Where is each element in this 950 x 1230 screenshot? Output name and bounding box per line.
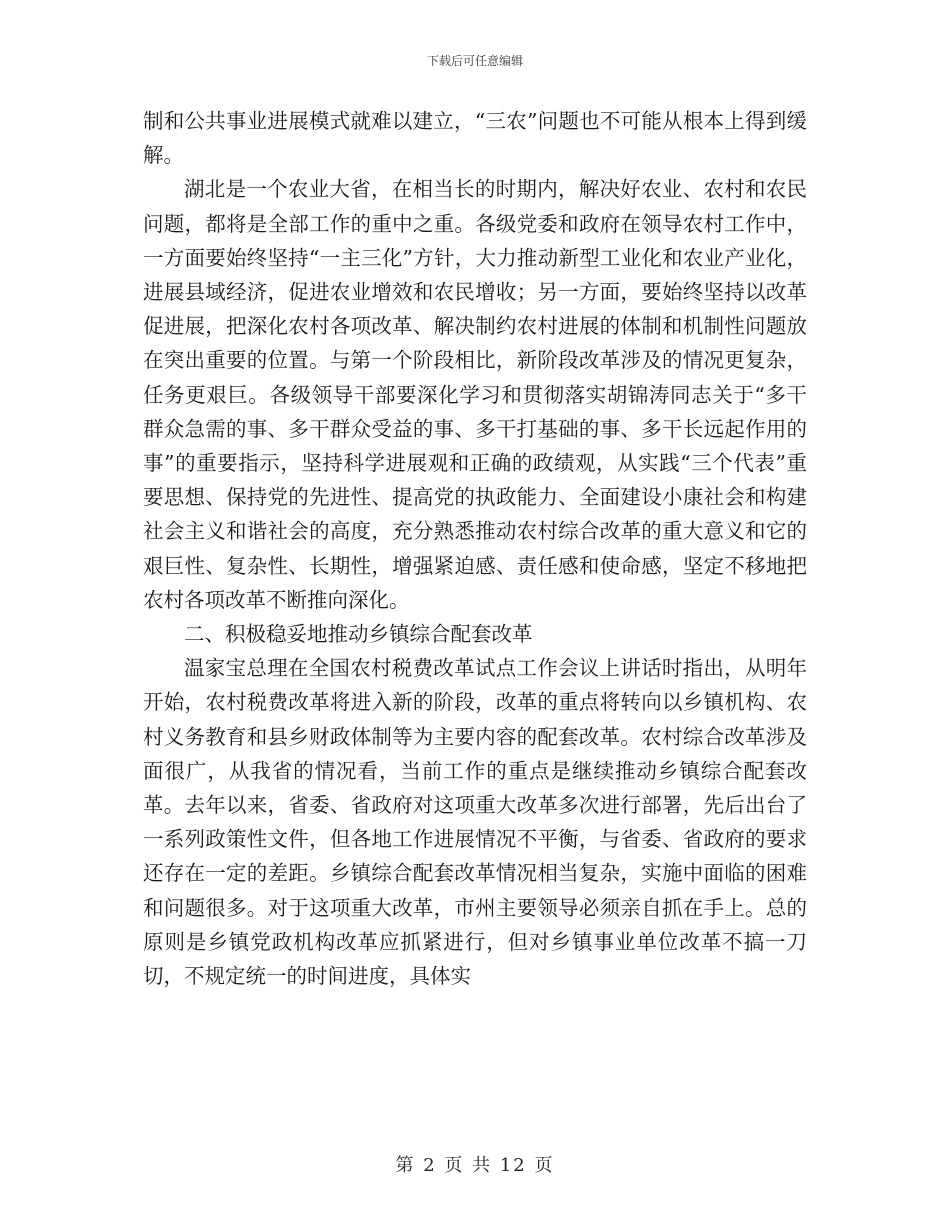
page-number: 第 2 页 共 12 页 [395, 1155, 555, 1176]
page-header: 下载后可任意编辑 [426, 54, 523, 68]
document-body [143, 104, 807, 993]
paragraph-3: 温家宝总理在全国农村税费改革试点工作会议上讲话时指出，从明年开始，农村税费改革将进入新的阶段，改革的重点将转向以乡镇机构、农村义务教育和县乡财政体制等为主要内容的配套改革。农村综合改革涉及面很广，从我省的情况看，当前工作的重点是继续推动乡镇综合配套改革。去年以来，省委、省政府对这项重大改革多次进行部署，先后出台了一系列政策性文件，但各地工作进展情况不平衡，与省委、省政府的要求还存在一定的差距。乡镇综合配套改革情况相当复杂，实施中面临的困难和问题很多。对于这项重大改革，市州主要领导必须亲自抓在手上。总的原则是乡镇党政机构改革应抓紧进行，但对乡镇事业单位改革不搞一刀切，不规定统一的时间进度，具体实 [143, 656, 807, 989]
section-heading: 二、积极稳妥地推动乡镇综合配套改革 [184, 622, 533, 647]
paragraph-2: 湖北是一个农业大省，在相当长的时期内，解决好农业、农村和农民问题，都将是全部工作的重中之重。各级党委和政府在领导农村工作中，一方面要始终坚持“一主三化”方针，大力推动新型工业化和农业产业化，进展县域经济，促进农业增效和农民增收；另一方面，要始终坚持以改革促进展，把深化农村各项改革、解决制约农村进展的体制和机制性问题放在突出重要的位置。与第一个阶段相比，新阶段改革涉及的情况更复杂，任务更艰巨。各级领导干部要深化学习和贯彻落实胡锦涛同志关于“多干群众急需的事、多干群众受益的事、多干打基础的事、多干长远起作用的事”的重要指示，坚持科学进展观和正确的政绩观，从实践“三个代表”重要思想、保持党的先进性、提高党的执政能力、全面建设小康社会和构建社会主义和谐社会的高度，充分熟悉推动农村综合改革的重大意义和它的艰巨性、复杂性、长期性，增强紧迫感、责任感和使命感，坚定不移地把农村各项改革不断推向深化。 [143, 177, 807, 612]
paragraph-1: 制和公共事业进展模式就难以建立，“三农”问题也不可能从根本上得到缓解。 [143, 109, 807, 168]
